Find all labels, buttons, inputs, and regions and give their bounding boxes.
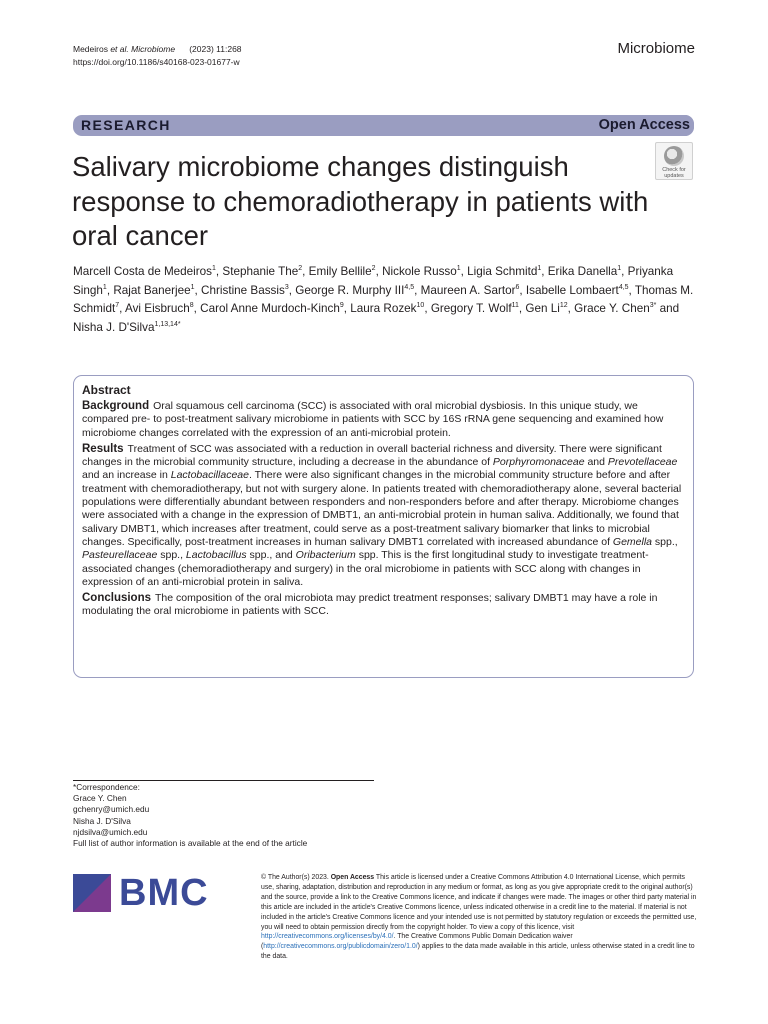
author-separator: , (106, 283, 114, 297)
results-label: Results (82, 442, 124, 455)
conclusions-label: Conclusions (82, 592, 152, 605)
author-name: Emily Bellile (308, 265, 372, 278)
check-for-updates-button[interactable] (655, 142, 693, 180)
author-affiliation: 1 (456, 265, 461, 272)
author-name: Gregory T. Wolf (430, 302, 512, 316)
author-affiliation: 1 (190, 283, 195, 291)
citation-header (73, 43, 242, 69)
author-name: Thomas M. Schmidt (73, 283, 694, 316)
author-separator: , (193, 302, 201, 316)
correspondence-email[interactable]: gchenry@umich.edu (73, 804, 150, 815)
section-label: RESEARCH (81, 117, 171, 133)
author-name: Grace Y. Chen (574, 302, 650, 316)
author-name: George R. Murphy III (295, 283, 405, 297)
author-affiliation: 4,5 (618, 283, 629, 291)
background-label: Background (82, 400, 150, 412)
author-affiliation: 7 (115, 302, 120, 310)
author-affiliation: 12 (559, 302, 568, 310)
author-separator: , (215, 265, 223, 278)
author-affiliation: 11 (511, 302, 519, 310)
author-affiliation: 10 (416, 302, 425, 310)
author-name: Gen Li (525, 302, 560, 316)
author-separator: and (656, 302, 680, 316)
author-name: Priyanka Singh (73, 265, 674, 297)
author-affiliation: 6 (515, 283, 520, 291)
abstract-conclusions: Conclusions The composition of the oral microbiota may predict treatment responses; salivary DMBT1 may have a role in modulating the oral microbiome in patients with SCC. (82, 592, 658, 618)
abstract-heading: Abstract (82, 383, 131, 397)
correspondence-block (73, 782, 307, 849)
author-affiliation: 3* (649, 302, 657, 310)
author-info-note: Full list of author information is available at the end of the article (73, 838, 308, 849)
author-affiliation: 1 (102, 283, 107, 291)
author-affiliation: 2 (371, 265, 376, 272)
license-link[interactable]: http://creativecommons.org/licenses/by/4.0/ (261, 933, 394, 941)
correspondence-email[interactable]: njdsilva@umich.edu (73, 826, 148, 837)
author-affiliation: 1 (212, 265, 216, 272)
author-separator: , (567, 302, 575, 316)
bmc-logo (73, 874, 213, 914)
author-name: Erika Danella (547, 265, 618, 278)
citation-journal: et al. Microbiome (110, 44, 176, 54)
author-name: Avi Eisbruch (125, 302, 190, 316)
author-name: Christine Bassis (201, 283, 285, 297)
abstract-background: Background Oral squamous cell carcinoma (SCC) is associated with oral microbial dysbiosis. In this unique study, we compared pre- to post-treatment salivary microbiome in patients with SCC by 16S rRNA gene sequencing and examined how microbiome changes correlated with the expression of an anti-microbial protein. (82, 400, 664, 439)
author-separator: , (541, 265, 548, 278)
author-list (73, 263, 698, 337)
correspondence-name: Nisha J. D'Silva (73, 815, 131, 826)
author-name: Carol Anne Murdoch-Kinch (200, 302, 340, 316)
author-separator: , (628, 283, 635, 297)
author-affiliation: 1 (617, 265, 622, 272)
author-name: Stephanie The (222, 265, 299, 278)
correspondence-name: Grace Y. Chen (73, 793, 127, 804)
license-text: © The Author(s) 2023. Open Access This article is licensed under a Creative Commons Attribution 4.0 International License, which permits use, sharing, adaptation, distribution and reproduction in any medium or format, as long as you give appropriate credit to the original author(s) and the source, provide a link to the Creative Commons licence, and indicate if changes were made. The images or other third party material in this article are included in the article's Creative Commons licence, unless indicated otherwise in a credit line to the material. If material is not included in the article's Creative Commons licence and your intended use is not permitted by statutory regulation or exceeds the permitted use, you will need to obtain permission directly from the copyright holder. To view a copy of this licence, visit http://creativecommons.org/licenses/by/4.0/. The Creative Commons Public Domain Dedication waiver (http://creativecommons.org/publicdomain/zero/1.0/) applies to the data made available in this article, unless otherwise stated in a credit line to the data. (261, 874, 697, 961)
author-name: Rajat Banerjee (113, 283, 191, 297)
check-updates-icon (664, 146, 684, 166)
citation-line (73, 43, 242, 56)
author-affiliation: 2 (298, 265, 303, 272)
author-affiliation: 3 (284, 283, 289, 291)
author-name: Ligia Schmitd (467, 265, 538, 278)
author-name: Nisha J. D'Silva (73, 320, 155, 334)
author-name: Laura Rozek (350, 302, 417, 316)
author-separator: , (288, 283, 296, 297)
journal-name: Microbiome (617, 40, 695, 57)
author-separator: , (414, 283, 421, 297)
author-separator: , (518, 302, 526, 316)
section-banner (73, 115, 694, 136)
author-separator: , (302, 265, 309, 278)
open-access-label: Open Access (330, 874, 375, 881)
author-affiliation: 9 (339, 302, 344, 310)
bmc-logo-text: BMC (119, 872, 209, 914)
author-separator: , (375, 265, 383, 278)
author-separator: , (460, 265, 468, 278)
author-separator: , (194, 283, 202, 297)
abstract-box (73, 375, 694, 678)
author-name: Marcell Costa de Medeiros (73, 265, 213, 278)
open-access-badge: Open Access (598, 117, 690, 133)
doi-link[interactable]: https://doi.org/10.1186/s40168-023-01677-w (73, 57, 240, 67)
author-affiliation: 4,5 (404, 283, 415, 291)
public-domain-link[interactable]: http://creativecommons.org/publicdomain/zero/1.0/ (263, 943, 418, 951)
author-affiliation: 1 (537, 265, 542, 272)
author-separator: , (119, 302, 125, 316)
author-affiliation: 1,13,14* (154, 320, 181, 328)
author-affiliation: 8 (189, 302, 194, 310)
check-updates-label: Check for updates (662, 167, 686, 179)
correspondence-label: *Correspondence: (73, 782, 140, 792)
author-separator: , (424, 302, 431, 316)
bmc-logo-icon (73, 874, 111, 912)
author-separator: , (519, 283, 526, 297)
author-separator: , (343, 302, 351, 316)
author-name: Maureen A. Sartor (420, 283, 516, 297)
author-name: Nickole Russo (382, 265, 457, 278)
citation-authors: Medeiros (73, 44, 111, 54)
author-name: Isabelle Lombaert (525, 283, 619, 297)
article-title: Salivary microbiome changes distinguish response to chemoradiotherapy in patients with oral cancer (72, 151, 649, 251)
citation-year: (2023) 11:268 (189, 44, 242, 54)
abstract-results: Results Treatment of SCC was associated with a reduction in overall bacterial richness and diversity. There were significant changes in the microbial community structure, including a decrease in the abundance of Porphyromonaceae and Prevotellaceae and an increase in Lactobacillaceae. There were also significant changes in the microbial community structure before and after treatment with chemoradiotherapy, but not with surgery alone. In patients treated with chemoradiotherapy alone, several bacterial populations were differentially abundant between responders and non-responders before and after therapy. Microbiome changes were associated with a change in the expression of DMBT1, an anti-microbial protein in human saliva. Additionally, we found that salivary DMBT1, which increases after treatment, could serve as a post-treatment salivary biomarker that links to microbial changes. Specifically, post-treatment increases in human salivary DMBT1 correlated with increased abundance of Gemella spp., Pasteurellaceae spp., Lactobacillus spp., and Oribacterium spp. This is the first longitudinal study to investigate treatment-associated changes (chemoradiotherapy and surgery) in the oral microbiome in patients with SCC along with changes in expression of an anti-microbial protein in saliva. (82, 442, 682, 588)
author-separator: , (621, 265, 628, 278)
footnote-divider (73, 780, 374, 781)
